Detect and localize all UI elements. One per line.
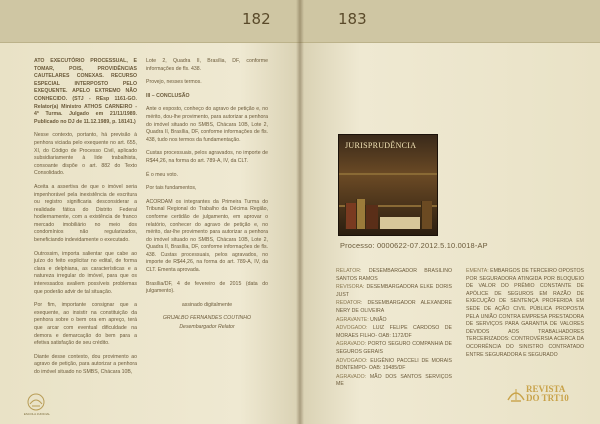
paragraph xyxy=(336,317,452,325)
left-column-1 xyxy=(34,58,137,383)
revista-trt10-logo-text xyxy=(526,385,569,403)
paragraph: Ante o exposto, conheço do agravo de petição e, no mérito, dou-lhe provimento, para autorizar a penhora do imóvel situado no SMBS, Chácara 10B, Lote 2, Quadra II, Brasília, DF, conforme informações de fls. 438, tudo nos termos da fundamentação. xyxy=(146,106,268,143)
paragraph: Desembargador Relator xyxy=(179,324,235,331)
paragraph: ATO EXECUTÓRIO PROCESSUAL, E TOMAR, POIS, PROVIDÊNCIAS CAUTELARES CONEXAS. RECURSO ESPECIAL INTERPOSTO PELO EXEQUENTE. APELO EXTREMO NÃO CONHECIDO. (STJ - REsp 1161-GO. Relator(a) Ministro ATHOS CARNEIRO - 4ª Turma. Julgado em 21/11/1989. Publicado no DJ de 11.12.1989, p. 18141.) xyxy=(34,58,137,125)
paragraph: Por tais fundamentos, xyxy=(146,185,197,192)
party-value: DESEMBARGADOR ALEXANDRE NERY DE OLIVEIRA xyxy=(336,300,452,314)
party-value: DESEMBARGADOR BRASILINO SANTOS RAMOS xyxy=(336,268,452,282)
party-label: REVISORA: xyxy=(336,284,365,291)
party-label: RELATOR: xyxy=(336,268,362,274)
paragraph: ACORDAM os integrantes da Primeira Turma do Tribunal Regional do Trabalho da Décima Região, conforme certidão de julgamento, em aprovar o relatório, conhecer do agravo de petição e, no mérito, dar-lhe provimento para autorizar a penhora do imóvel situado no SMBS, Chácara 10B, Lote 2, Quadra II, Brasília, DF, conforme informações de fls. 438. Custas processuais, pelos agravados, no importe de R$44,26, na forma do art. 789-A, IV, da CLT. Ementa aprovada. xyxy=(146,198,268,274)
book-spine xyxy=(345,203,356,229)
escola-judicial-logo xyxy=(23,392,51,416)
paragraph: Por fim, importante consignar que a exequente, ao insistir na constituição da penhora sobre o bem ora em apreço, terá que arcar com eventual dificuldade na demora e demarcação do bem para a efetiva satisfação de seu crédito. xyxy=(34,302,137,347)
party-value: EUGÊNIO PACCELI DE MORAIS BONTEMPO- OAB: 19485/DF xyxy=(336,357,452,372)
processo-line xyxy=(340,241,488,250)
party-value: MÃO DOS SANTOS SERVIÇOS ME xyxy=(336,373,452,388)
escola-judicial-logo-text: ESCOLA JUDICIAL xyxy=(23,412,51,416)
party-value: DESEMBARGADORA ELKE DORIS JUST xyxy=(336,284,452,298)
processo-label: Processo: xyxy=(340,241,375,250)
paragraph: III – CONCLUSÃO xyxy=(146,92,190,99)
left-page-number: 182 xyxy=(242,10,271,28)
paragraph: assinado digitalmente xyxy=(181,301,233,308)
book-spine xyxy=(421,201,432,229)
party-value: PORTO SEGURO COMPANHIA DE SEGUROS GERAIS xyxy=(336,341,452,355)
party-value: UNIÃO xyxy=(370,316,387,323)
jurisprudencia-image-title: JURISPRUDÊNCIA xyxy=(345,141,417,150)
paragraph xyxy=(336,341,452,356)
paragraph: GRIJALBO FERNANDES COUTINHO xyxy=(162,315,252,322)
paragraph: Brasília/DF, 4 de fevereiro de 2015 (data do julgamento). xyxy=(146,280,268,295)
party-label: ADVOGADO: xyxy=(336,325,368,332)
paragraph xyxy=(336,374,452,389)
paragraph xyxy=(336,300,452,315)
party-label: AGRAVADO: xyxy=(336,373,367,380)
paragraph xyxy=(336,284,452,299)
revista-trt10-logo xyxy=(506,380,576,420)
paragraph xyxy=(336,268,452,283)
jurisprudencia-image xyxy=(338,134,438,236)
shelf-line xyxy=(339,173,437,175)
party-label: AGRAVANTE: xyxy=(336,316,369,323)
party-value: LUIZ FELIPE CARDOSO DE MORAES FILHO- OAB: 1172/DF xyxy=(336,325,452,339)
right-page-number: 183 xyxy=(338,10,367,28)
book-spine xyxy=(365,205,378,229)
paragraph xyxy=(336,358,452,373)
revista-logo-line-1: REVISTA xyxy=(526,384,566,394)
paragraph: Custas processuais, pelos agravados, no importe de R$44,26, na forma do art. 789-A, IV, da CLT. xyxy=(146,150,268,164)
paragraph: Aceita a assertiva de que o imóvel seria impenhorável pela inexistência de escritura ou registro significaria desconsiderar a realidade fática do Distrito Federal hodiernamente, com a existência de franco mercado imobiliário no meio dos condomínios não regularizados, beneficiando indevidamente o executado. xyxy=(34,183,137,244)
party-label: AGRAVADO: xyxy=(336,341,367,348)
paragraph: Outrossim, importa salientar que cabe ao juízo do feito explicitar no edital, de forma clara e delphiana, as características e a natureza irregular do imóvel, para que os interessados avaliem possíveis problemas que poderão advir de tal situação. xyxy=(34,250,137,295)
ementa-text: EMBARGOS DE TERCEIRO OPOSTOS POR SEGURADORA ATINGIDA POR BLOQUEIO DE VALOR DO PRÊMIO CONSTANTE DE APÓLICE DE SEGUROS EM RAZÃO DE EXECUÇÃO DE SENTENÇA PROFERIDA EM SEDE DE AÇÃO CIVIL PÚBLICA PROPOSTA PELA UNIÃO CONTRA EMPRESA PRESTADORA DE SERVIÇOS PARA GARANTIA DE VALORES DEVIDOS AOS TRABALHADORES TERCEIRIZADOS: CONTROVÉRSIA ACERCA DA OCORRÊNCIA DO SINISTRO CONTRATADO ENTRE SEGURADORA E SEGURADO xyxy=(466,268,584,358)
revista-logo-line-2: DO TRT10 xyxy=(526,393,569,403)
paragraph: É o meu voto. xyxy=(146,171,179,178)
party-label: REDATOR: xyxy=(336,300,363,307)
revista-trt10-emblem-icon xyxy=(506,384,526,404)
processo-number: 0000622-07.2012.5.10.0018-AP xyxy=(376,241,488,250)
open-book xyxy=(379,217,420,229)
escola-judicial-emblem-icon xyxy=(26,392,46,412)
right-page xyxy=(300,0,600,424)
paragraph: Lote 2, Quadra II, Brasília, DF, conforme informações de fls. 438. xyxy=(146,58,268,72)
right-column-1 xyxy=(336,268,452,390)
left-column-2 xyxy=(146,58,268,333)
paragraph: Provejo, nesses termos. xyxy=(146,79,202,86)
party-label: ADVOGADO: xyxy=(336,357,368,364)
book-gutter xyxy=(296,0,304,424)
right-column-2 xyxy=(466,268,584,365)
book-spine xyxy=(356,199,365,229)
paragraph: Nesse contexto, portanto, há previsão à penhora viciada pelo exequente no art. 655, XI, do Código de Processo Civil, aplicado subsidiariamente à lide trabalhista, consoante dispõe o art. 882 do Texto Consolidado. xyxy=(34,132,137,177)
ementa-label: EMENTA: xyxy=(466,268,489,274)
paragraph xyxy=(336,325,452,340)
paragraph: Diante desse contexto, dou provimento ao agravo de petição, para autorizar a penhora do imóvel situado no SMBS, Chácara 10B, xyxy=(34,353,137,375)
